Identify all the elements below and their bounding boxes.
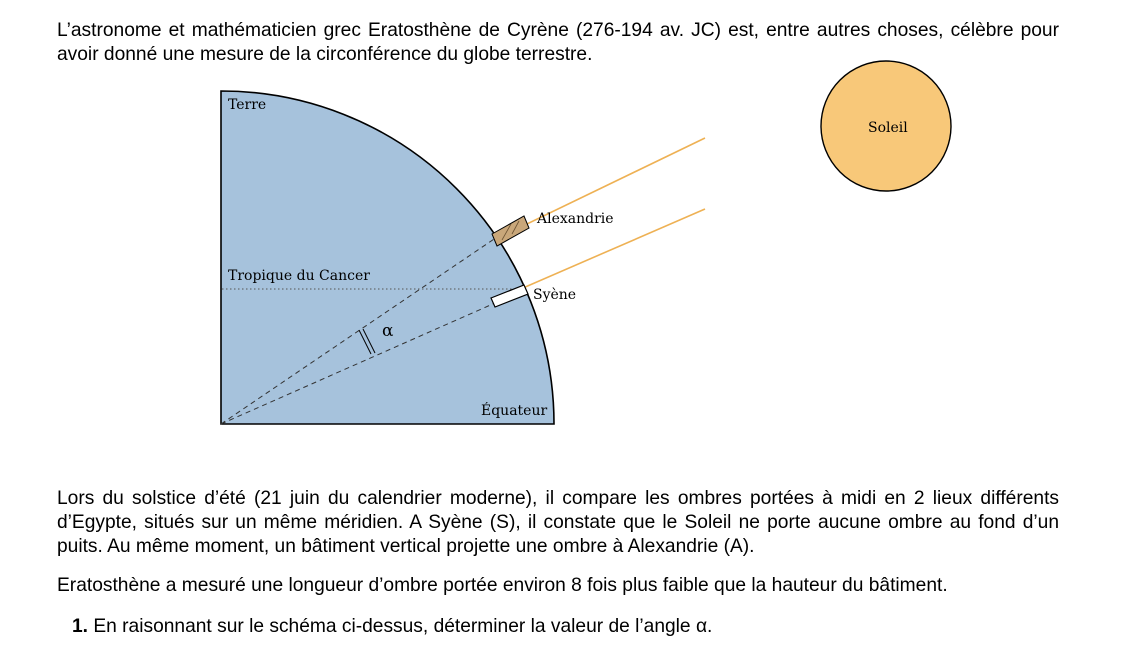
earth-label: Terre [228, 97, 267, 113]
syene-label: Syène [533, 287, 577, 303]
angle-alpha-label: α [382, 321, 394, 341]
equator-label: Équateur [481, 403, 548, 419]
intro-paragraph: L’astronome et mathématicien grec Eratosthène de Cyrène (276-194 av. JC) est, entre autres choses, célèbre pour avoir donné une mesure de la circonférence du globe terrestre. [57, 20, 1059, 65]
question-text: En raisonnant sur le schéma ci-dessus, déterminer la valeur de l’angle α. [93, 616, 713, 637]
question-1 [72, 615, 1062, 639]
question-number: 1. [72, 616, 89, 637]
alexandria-label: Alexandrie [537, 211, 614, 227]
tropic-label: Tropique du Cancer [228, 268, 370, 284]
earth-quarter-disc [221, 91, 554, 424]
solstice-paragraph: Lors du solstice d’été (21 juin du calendrier moderne), il compare les ombres portées à midi en 2 lieux différents d’Egypte, situés sur un même méridien. A Syène (S), il constate que le Soleil ne porte aucune ombre au fond d’un puits. Au même moment, un bâtiment vertical projette une ombre à Alexandrie (A). [57, 488, 1059, 557]
alexandria-building [492, 216, 529, 246]
sun-label: Soleil [868, 120, 908, 136]
measure-paragraph: Eratosthène a mesuré une longueur d’ombre portée environ 8 fois plus faible que la hauteur du bâtiment. [57, 575, 948, 596]
